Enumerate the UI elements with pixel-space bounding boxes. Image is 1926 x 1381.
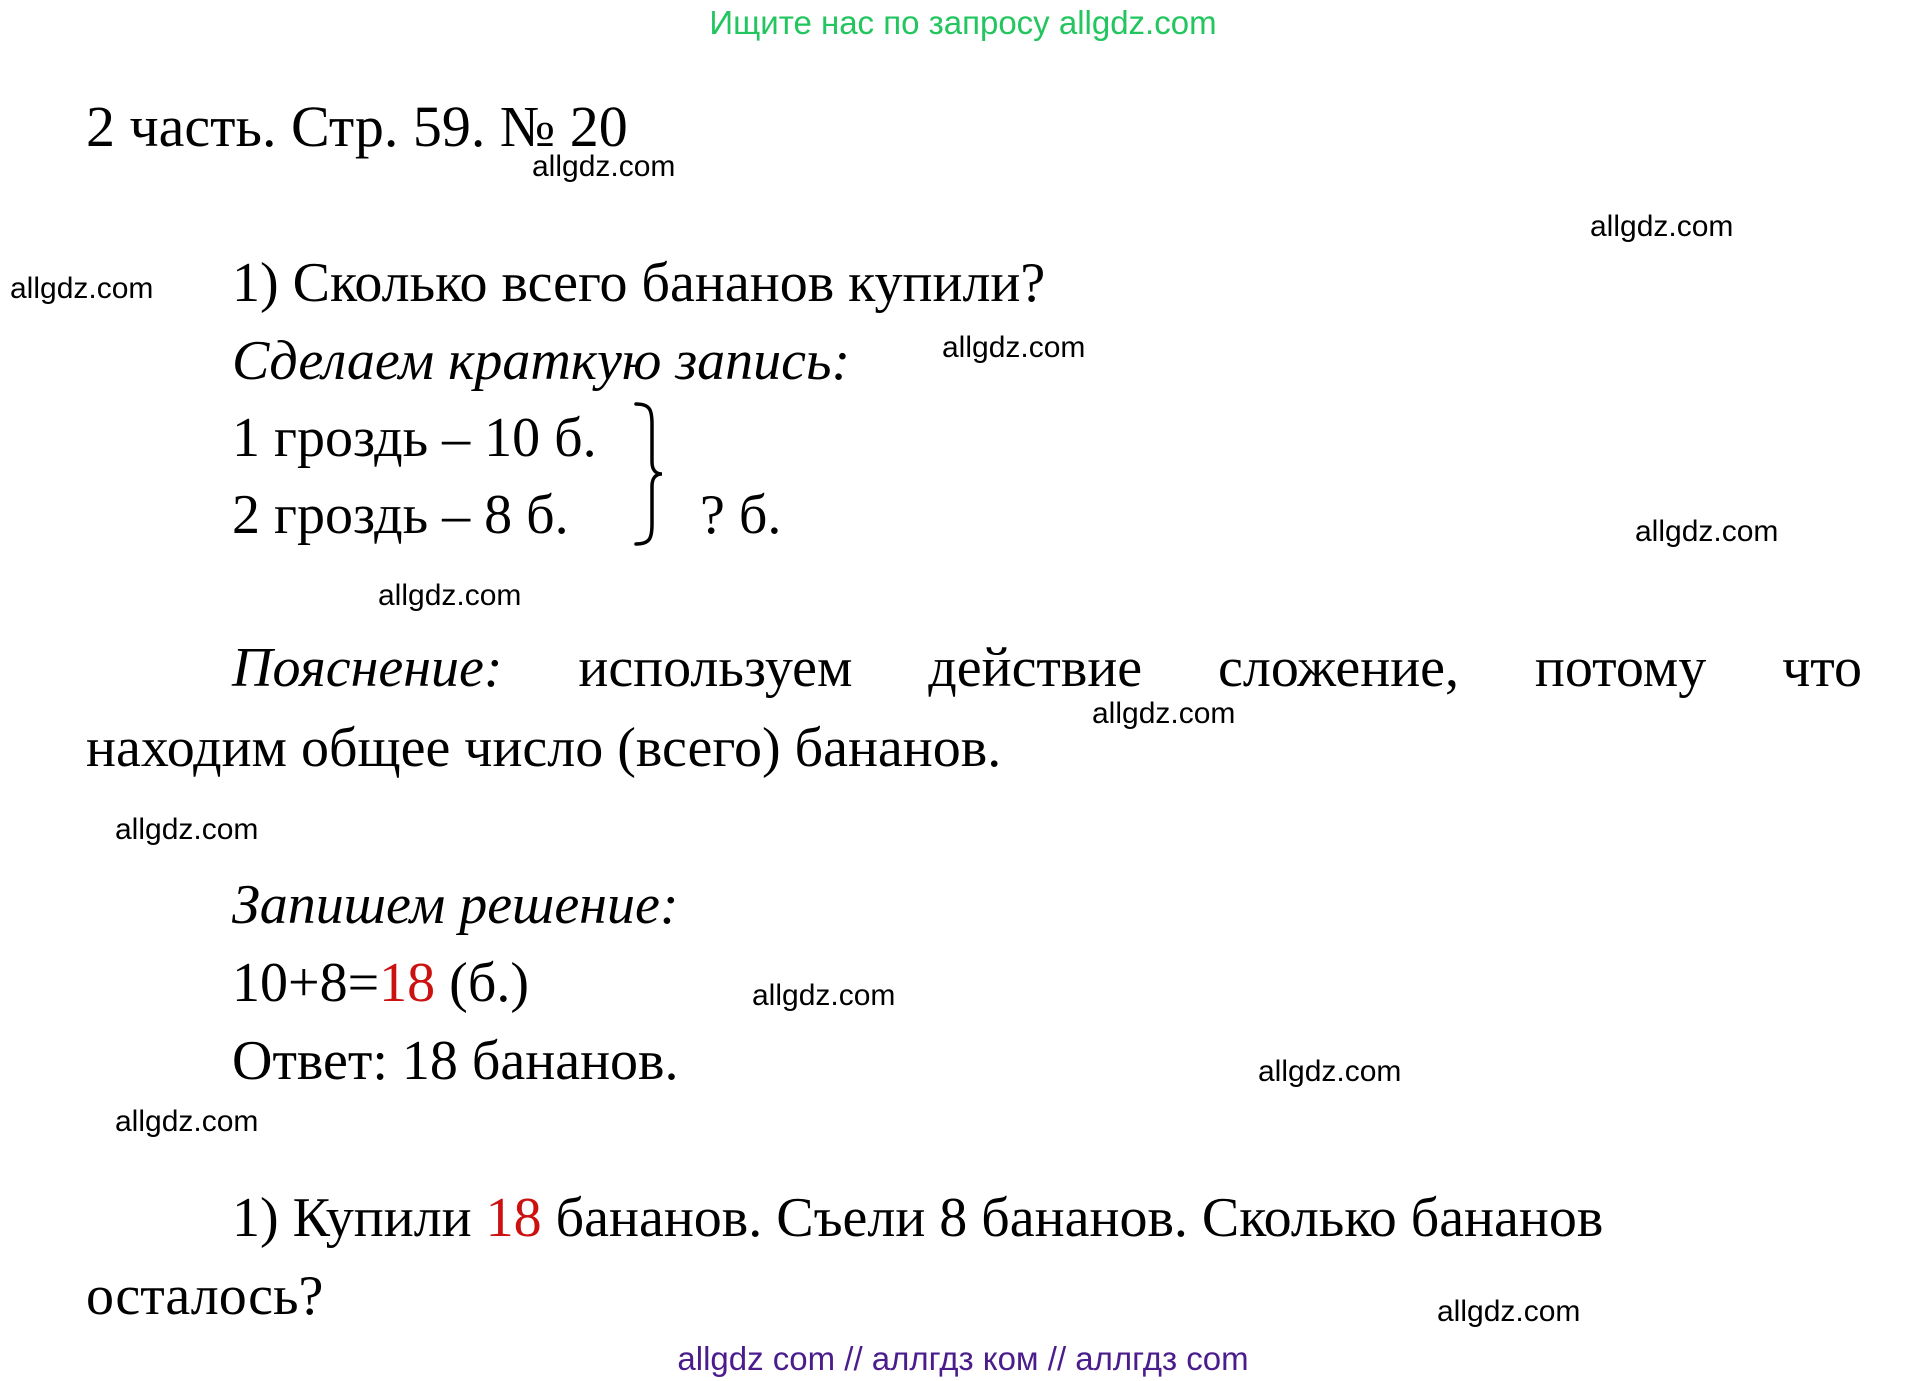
expression-unit: (б.) [435,952,529,1014]
watermark: allgdz.com [1437,1295,1581,1328]
answer-line: Ответ: 18 бананов. [232,1030,679,1092]
solution-expression [232,952,529,1014]
watermark: allgdz.com [942,331,1086,364]
question-2-line-1 [232,1187,1604,1249]
watermark: allgdz.com [115,1105,259,1138]
page-heading: 2 часть. Стр. 59. № 20 [86,94,628,159]
explanation-label: Пояснение: [232,637,503,699]
watermark: allgdz.com [1092,697,1236,730]
curly-brace-icon [630,400,666,548]
explanation-word: действие [928,637,1143,699]
watermark: allgdz.com [1590,210,1734,243]
explanation-line-2: находим общее число (всего) бананов. [86,717,1002,779]
expression: 10+8= [232,952,380,1014]
short-note-label: Сделаем краткую запись: [232,330,851,392]
explanation-word: потому [1534,637,1707,699]
total-unknown: ? б. [700,484,782,546]
watermark: allgdz.com [378,579,522,612]
question-2-prefix: 1) Купили [232,1187,486,1249]
watermark: allgdz.com [10,272,154,305]
short-note-row-2: 2 гроздь – 8 б. [232,484,569,546]
explanation-word: что [1782,637,1862,699]
watermark: allgdz.com [532,150,676,183]
question-1: 1) Сколько всего бананов купили? [232,252,1046,314]
question-2-rest: бананов. Съели 8 бананов. Сколько бананов [541,1187,1604,1249]
expression-result: 18 [379,952,436,1014]
watermark: allgdz.com [1258,1055,1402,1088]
top-banner: Ищите нас по запросу allgdz.com [709,4,1217,41]
explanation-word: используем [578,637,853,699]
watermark: allgdz.com [1635,515,1779,548]
watermark: allgdz.com [115,813,259,846]
watermark: allgdz.com [752,979,896,1012]
explanation-word: сложение, [1218,637,1460,699]
question-2-number: 18 [485,1187,542,1249]
solution-label: Запишем решение: [232,874,679,936]
short-note-row-1: 1 гроздь – 10 б. [232,407,597,469]
question-2-line-2: осталось? [86,1265,324,1327]
bottom-banner: allgdz com // аллгдз ком // аллгдз com [677,1340,1249,1377]
explanation-line-1 [232,637,1862,699]
